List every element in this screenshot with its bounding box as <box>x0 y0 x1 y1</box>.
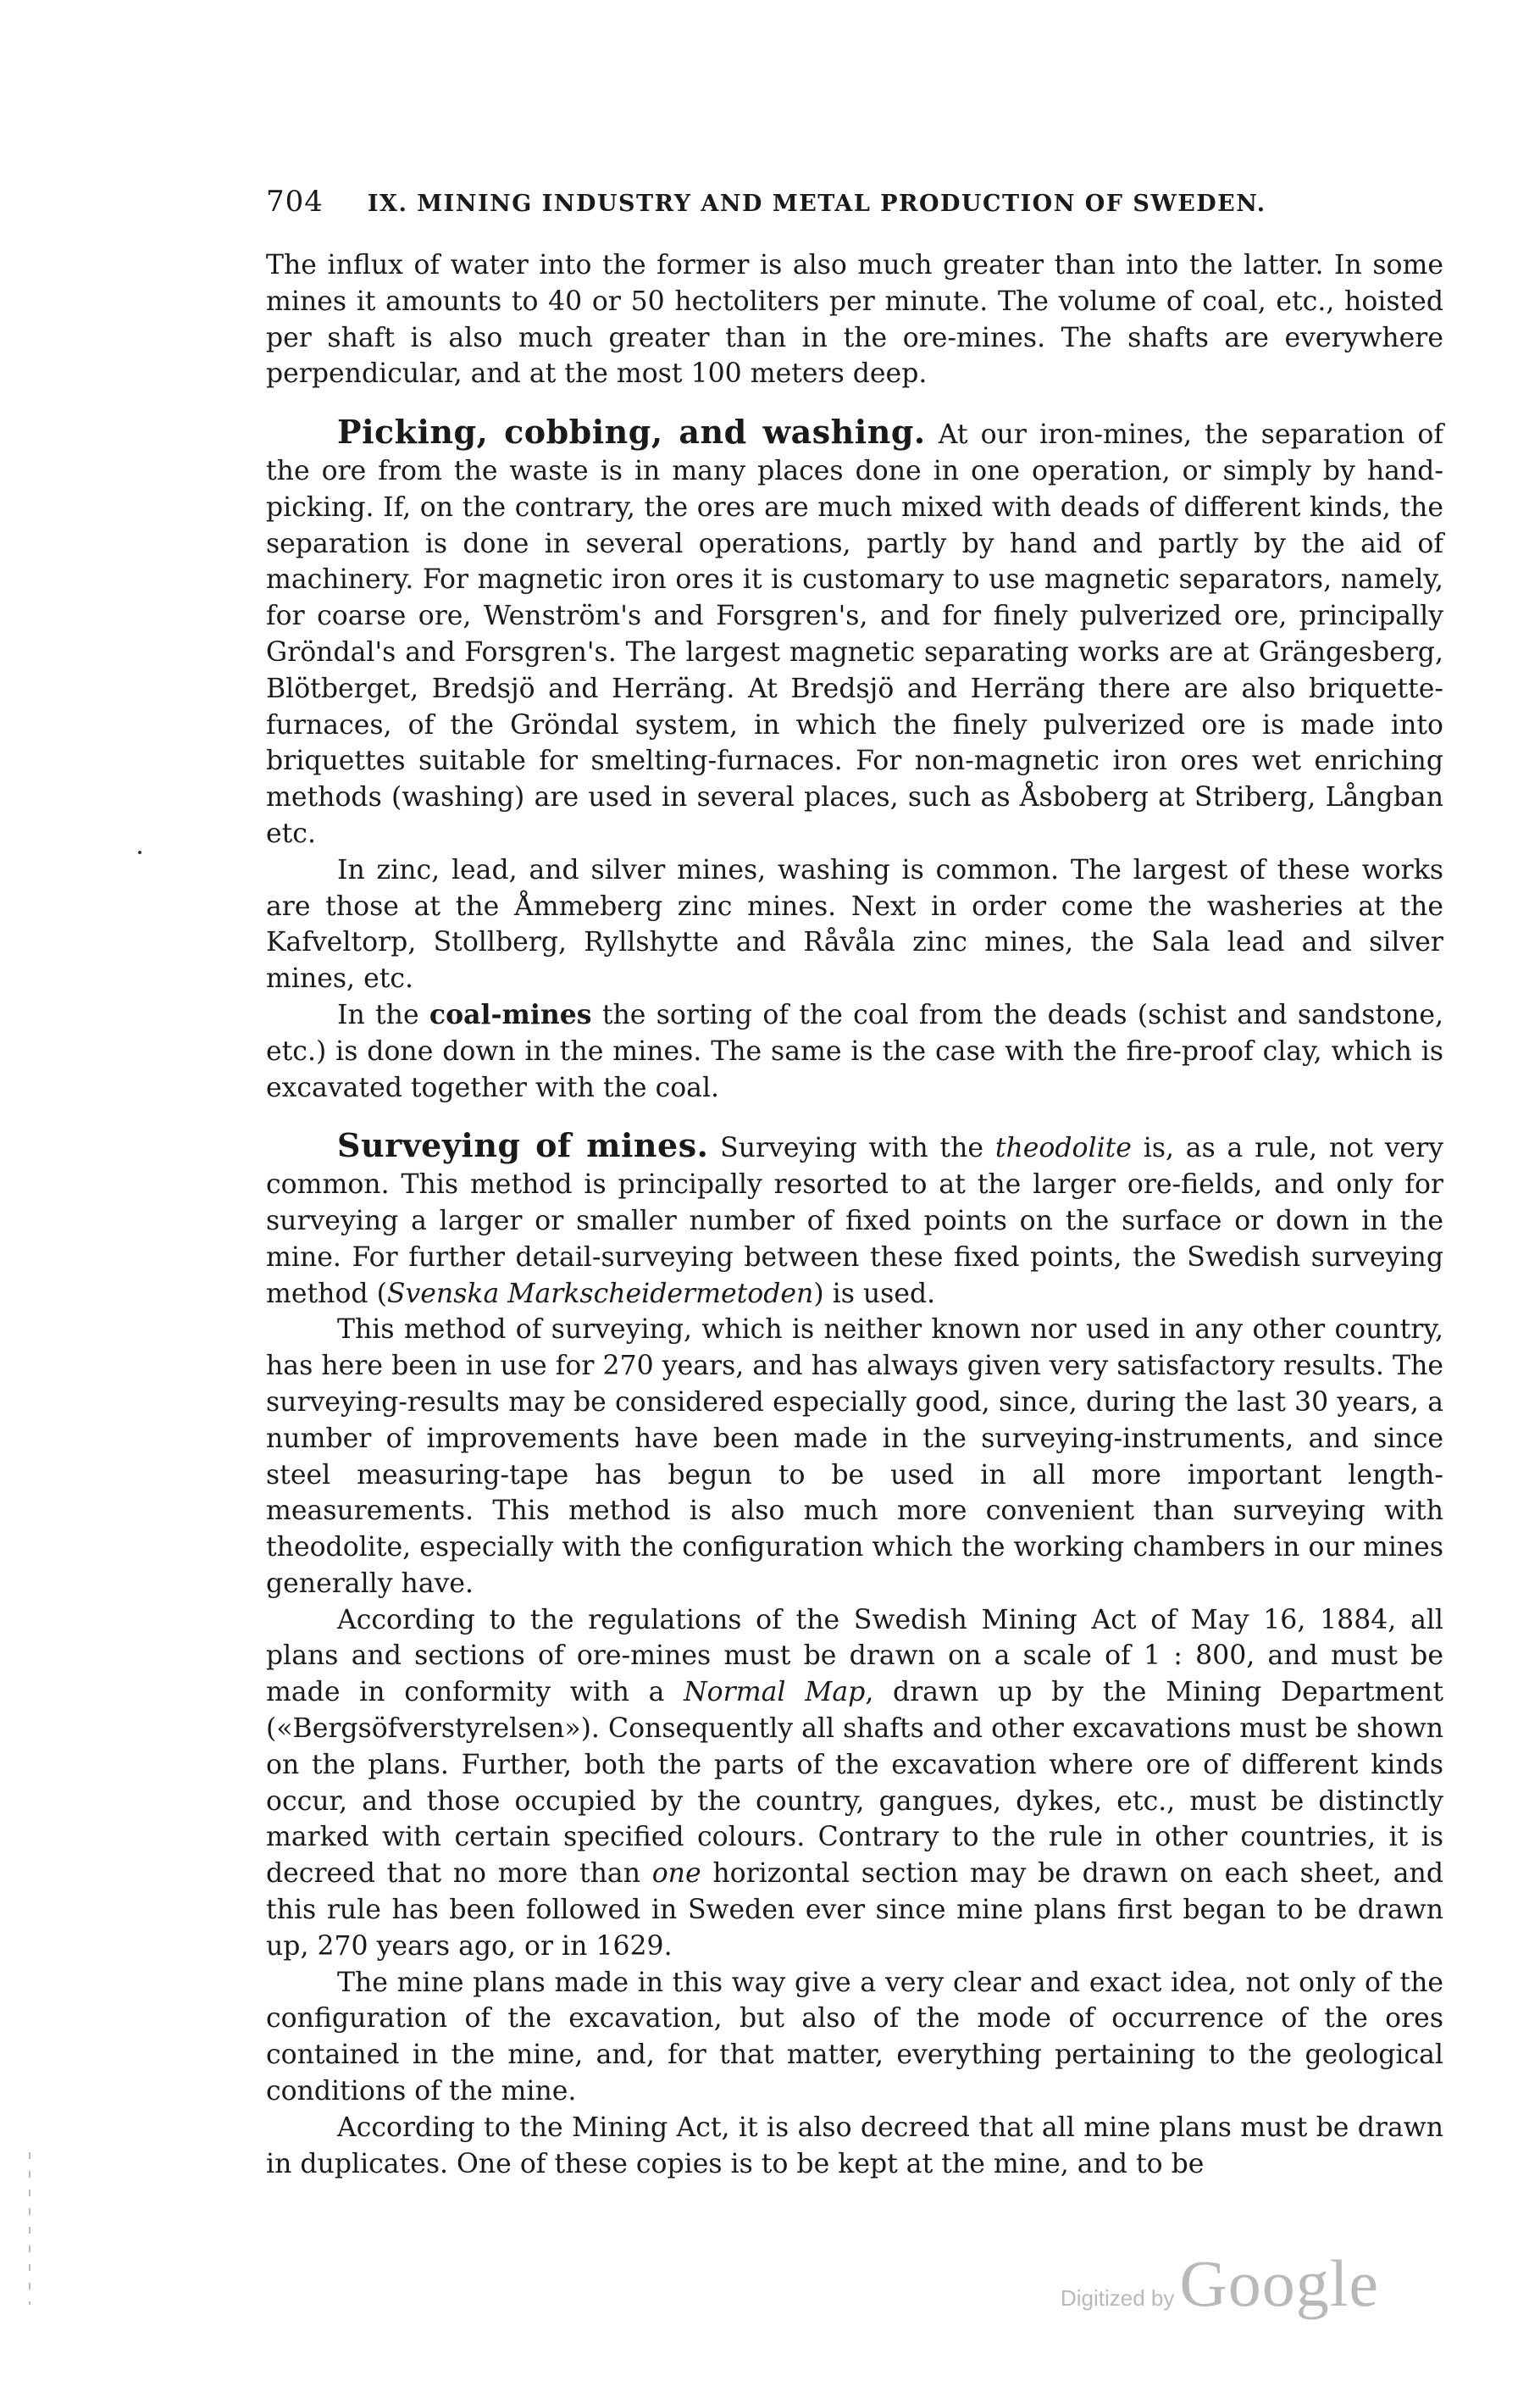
paragraph-coal-text-b: the sorting of the coal from the deads (schist and sandstone, etc.) is done down in the mines. The same is the case with the fire-proof clay, which is excavated together with the coal. <box>266 999 1444 1103</box>
paragraph-picking-text: At our iron-mines, the separation of the ore from the waste is in many places done in one operation, or simply by hand-picking. If, on the contrary, the ores are much mixed with deads of different kinds, the separation is done in several operations, partly by hand and partly by the aid of machinery. For magnetic iron ores it is customary to use magnetic separators, namely, for coarse ore, Wenström's and Forsgren's, and for finely pulverized ore, principally Gröndal's and Forsgren's. The largest magnetic separating works are at Grängesberg, Blötberget, Bredsjö and Herräng. At Bredsjö and Herräng there are also briquette-furnaces, of the Gröndal system, in which the finely pulverized ore is made into briquettes suitable for smelting-furnaces. For non-magnetic iron ores wet enriching methods (washing) are used in several places, such as Åsboberg at Striberg, Långban etc. <box>266 419 1443 849</box>
paragraph-surveying-text-c: ) is used. <box>813 1278 936 1309</box>
chapter-title: IX. MINING INDUSTRY AND METAL PRODUCTION OF SWEDEN. <box>367 191 1266 217</box>
swedish-method-term: Svenska Markscheidermetoden <box>386 1278 814 1309</box>
paragraph-mine-plans: The mine plans made in this way give a very clear and exact idea, not only of the configuration of the excavation, but also of the mode of occurrence of the ores contained in the mine, and, for that matter, everything pertaining to the geological conditions of the mine. <box>266 1967 1443 2107</box>
paragraph-method: This method of surveying, which is neither known nor used in any other country, has here been in use for 270 years, and has always given very satisfactory results. The surveying-results may be considered especially good, since, during the last 30 years, a number of improvements have been made in the surveying-instruments, and since steel measuring-tape has begun to be used in all more important length-measurements. This method is also much more convenient than surveying with theodolite, especially with the configuration which the working chambers in our mines generally have. <box>266 1314 1443 1599</box>
digitized-by-text: Digitized by <box>1060 2285 1175 2311</box>
running-head <box>266 185 1443 219</box>
normal-map-term: Normal Map <box>684 1677 866 1708</box>
paragraph-zinc: In zinc, lead, and silver mines, washing is common. The largest of these works are those at the Åmmeberg zinc mines. Next in order come the washeries at the Kafveltorp, Stollberg, Ryllshytte and Råvåla zinc mines, the Sala lead and silver mines, etc. <box>266 854 1443 995</box>
google-watermark <box>1061 2245 1379 2322</box>
margin-dot <box>138 851 141 854</box>
scan-edge-mark <box>29 2152 30 2305</box>
paragraph-coal-text-a: In the <box>337 999 429 1030</box>
paragraph-regulations-text-b: , drawn up by the Mining Department («Bergsöfverstyrelsen»). Consequently all shafts and other excavations must be shown on the plans. Further, both the parts of the excavation where ore of different kinds occur, and those occupied by the country, gangues, dykes, etc., must be distinctly marked with certain specified colours. Contrary to the rule in other countries, it is decreed that no more than <box>266 1677 1443 1890</box>
paragraph-surveying-text-b: is, as a rule, not very common. This method is principally resorted to at the larger ore-fields, and only for surveying a larger or smaller number of fixed points on the surface or down in the mine. For further detail-surveying between these fixed points, the Swedish surveying method ( <box>266 1133 1443 1309</box>
section-heading-surveying: Surveying of mines. <box>337 1126 709 1165</box>
page-number: 704 <box>266 185 324 219</box>
section-heading-picking: Picking, cobbing, and washing. <box>337 413 926 452</box>
paragraph-surveying-text-a: Surveying with the <box>708 1133 995 1164</box>
paragraph-regulations-text-a: According to the regulations of the Swedish Mining Act of May 16, 1884, all plans and sections of ore-mines must be drawn on a scale of 1 : 800, and must be made in conformity with a <box>266 1604 1443 1708</box>
theodolite-term: theodolite <box>994 1133 1132 1164</box>
paragraph-regulations-text-c: horizontal section may be drawn on each sheet, and this rule has been followed in Sweden ever since mine plans first began to be drawn up, 270 years ago, or in 1629. <box>266 1858 1443 1962</box>
one-term: one <box>651 1858 701 1890</box>
paragraph-coal <box>266 997 1443 1106</box>
book-page <box>266 185 1443 2182</box>
paragraph-regulations <box>266 1602 1443 1965</box>
paragraph-surveying <box>266 1128 1443 1312</box>
paragraph-duplicates: According to the Mining Act, it is also decreed that all mine plans must be drawn in duplicates. One of these copies is to be kept at the mine, and to be <box>266 2112 1443 2179</box>
google-logo: Google <box>1179 2246 1379 2320</box>
coal-mines-term: coal-mines <box>429 998 592 1030</box>
paragraph-picking <box>266 414 1443 852</box>
paragraph-influx: The influx of water into the former is also much greater than into the latter. In some mines it amounts to 40 or 50 hectoliters per minute. The volume of coal, etc., hoisted per shaft is also much greater than in the ore-mines. The shafts are everywhere perpendicular, and at the most 100 meters deep. <box>266 250 1443 390</box>
body-text <box>266 247 1443 2182</box>
